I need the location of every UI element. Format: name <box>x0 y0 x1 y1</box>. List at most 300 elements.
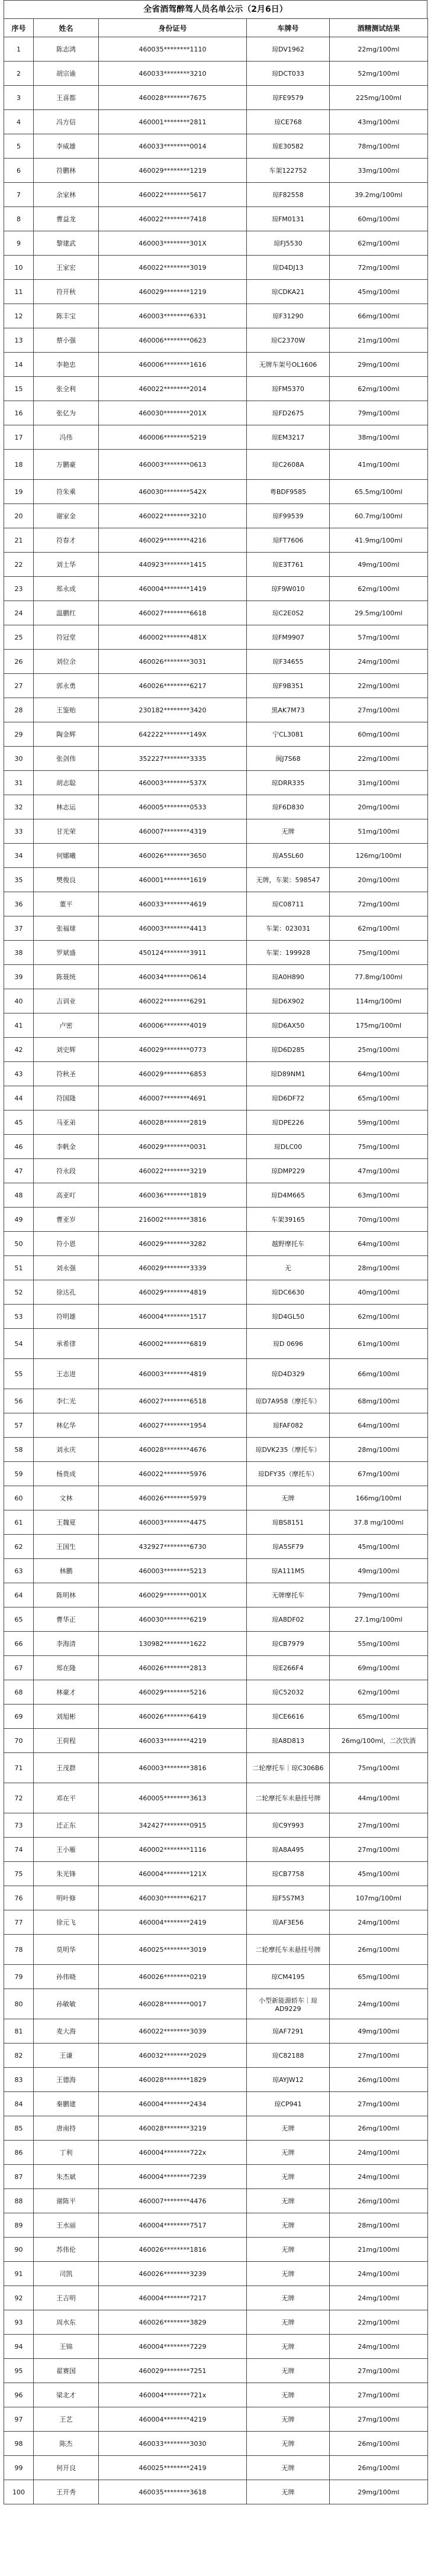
row-index: 15 <box>4 377 34 401</box>
row-name: 陈杰 <box>34 2432 99 2456</box>
row-index: 51 <box>4 1256 34 1280</box>
row-index: 73 <box>4 1813 34 1838</box>
row-alcohol-result: 79mg/100ml <box>330 401 428 425</box>
row-index: 71 <box>4 1753 34 1783</box>
row-id-number: 460026********3239 <box>99 2262 247 2286</box>
table-row <box>4 62 428 86</box>
row-plate: 琼A111M5 <box>247 1559 330 1583</box>
row-plate: 琼C2E0S2 <box>247 601 330 625</box>
row-plate: 琼FE9579 <box>247 86 330 110</box>
row-name: 黎建武 <box>34 231 99 256</box>
row-plate: 琼AYJW12 <box>247 2068 330 2092</box>
row-index: 19 <box>4 480 34 504</box>
row-index: 66 <box>4 1632 34 1656</box>
row-alcohol-result: 27.1mg/100ml <box>330 1607 428 1632</box>
table-row <box>4 2262 428 2286</box>
table-row <box>4 231 428 256</box>
row-alcohol-result: 24mg/100ml <box>330 2262 428 2286</box>
row-index: 29 <box>4 722 34 747</box>
row-alcohol-result: 25mg/100ml <box>330 1038 428 1062</box>
row-index: 35 <box>4 868 34 892</box>
row-index: 32 <box>4 795 34 819</box>
row-plate: 小型新能源轿车｜琼AD9229 <box>247 1989 330 2019</box>
row-alcohol-result: 22mg/100ml <box>330 747 428 771</box>
row-id-number: 460029********5216 <box>99 1680 247 1705</box>
row-name: 张全利 <box>34 377 99 401</box>
row-alcohol-result: 38mg/100ml <box>330 425 428 450</box>
row-id-number: 460026********2813 <box>99 1656 247 1680</box>
row-id-number: 460001********2811 <box>99 110 247 134</box>
row-name: 高亚叮 <box>34 1183 99 1208</box>
row-index: 16 <box>4 401 34 425</box>
row-index: 50 <box>4 1232 34 1256</box>
row-id-number: 460028********0017 <box>99 1989 247 2019</box>
row-name: 林志运 <box>34 795 99 819</box>
row-index: 77 <box>4 1910 34 1935</box>
row-plate: 琼E266F4 <box>247 1656 330 1680</box>
row-id-number: 460003********0613 <box>99 450 247 480</box>
row-alcohol-result: 64mg/100ml <box>330 1232 428 1256</box>
row-plate: 琼CM4195 <box>247 1965 330 1989</box>
row-name: 王魏夏 <box>34 1510 99 1535</box>
table-row <box>4 1038 428 1062</box>
row-id-number: 460003********4819 <box>99 1359 247 1389</box>
row-plate: 琼D7A958（摩托车） <box>247 1389 330 1413</box>
row-id-number: 460022********2014 <box>99 377 247 401</box>
row-plate: 琼CB7979 <box>247 1632 330 1656</box>
row-name: 曹亚岁 <box>34 1208 99 1232</box>
row-id-number: 460028********3219 <box>99 2116 247 2141</box>
table-row <box>4 916 428 941</box>
table-row <box>4 1413 428 1438</box>
table-row <box>4 1607 428 1632</box>
row-index: 3 <box>4 86 34 110</box>
table-row <box>4 941 428 965</box>
row-plate: 琼AF3E56 <box>247 1910 330 1935</box>
row-name: 王小雁 <box>34 1838 99 1862</box>
row-index: 100 <box>4 2480 34 2504</box>
row-id-number: 460005********0533 <box>99 795 247 819</box>
row-alcohol-result: 40mg/100ml <box>330 1280 428 1305</box>
row-index: 20 <box>4 504 34 528</box>
row-id-number: 460007********4691 <box>99 1086 247 1111</box>
row-id-number: 460032********2029 <box>99 2044 247 2068</box>
row-id-number: 432927********6730 <box>99 1535 247 1559</box>
row-id-number: 460029********1219 <box>99 280 247 304</box>
row-alcohol-result: 24mg/100ml <box>330 2141 428 2165</box>
row-index: 86 <box>4 2141 34 2165</box>
table-row <box>4 1062 428 1086</box>
row-plate: 琼FD2675 <box>247 401 330 425</box>
row-plate: 琼D6AX50 <box>247 1013 330 1038</box>
row-plate: 琼D89NM1 <box>247 1062 330 1086</box>
row-alcohol-result: 26mg/100ml <box>330 2068 428 2092</box>
row-index: 58 <box>4 1438 34 1462</box>
table-row <box>4 747 428 771</box>
table-row <box>4 2141 428 2165</box>
row-name: 莫明华 <box>34 1935 99 1965</box>
table-row <box>4 2165 428 2189</box>
row-name: 王荷程 <box>34 1729 99 1753</box>
row-alcohol-result: 62mg/100ml <box>330 577 428 601</box>
row-index: 98 <box>4 2432 34 2456</box>
row-name: 王艺 <box>34 2407 99 2432</box>
row-index: 36 <box>4 892 34 916</box>
row-alcohol-result: 31mg/100ml <box>330 771 428 795</box>
row-index: 94 <box>4 2335 34 2359</box>
row-alcohol-result: 75mg/100ml <box>330 1753 428 1783</box>
row-id-number: 460004********1517 <box>99 1305 247 1329</box>
row-plate: 车架：023031 <box>247 916 330 941</box>
row-index: 1 <box>4 37 34 62</box>
row-name: 郑在隆 <box>34 1656 99 1680</box>
row-name: 张福球 <box>34 916 99 941</box>
row-alcohol-result: 55mg/100ml <box>330 1632 428 1656</box>
row-index: 34 <box>4 844 34 868</box>
row-index: 2 <box>4 62 34 86</box>
row-plate: 无牌 <box>247 2165 330 2189</box>
row-id-number: 460025********3019 <box>99 1935 247 1965</box>
table-row <box>4 207 428 231</box>
row-index: 49 <box>4 1208 34 1232</box>
table-row <box>4 134 428 159</box>
row-index: 23 <box>4 577 34 601</box>
row-index: 63 <box>4 1559 34 1583</box>
row-alcohol-result: 45mg/100ml <box>330 1535 428 1559</box>
row-alcohol-result: 22mg/100ml <box>330 674 428 698</box>
row-plate: 琼A8A495 <box>247 1838 330 1862</box>
row-name: 符小恩 <box>34 1232 99 1256</box>
table-row <box>4 1510 428 1535</box>
table-row <box>4 1389 428 1413</box>
row-name: 周水东 <box>34 2310 99 2335</box>
row-name: 郑永成 <box>34 577 99 601</box>
table-row <box>4 2456 428 2480</box>
row-name: 刘士华 <box>34 553 99 577</box>
row-name: 何开良 <box>34 2456 99 2480</box>
row-id-number: 460004********721x <box>99 2383 247 2407</box>
row-name: 王茂群 <box>34 1753 99 1783</box>
row-name: 冯伟 <box>34 425 99 450</box>
row-plate: 琼F34655 <box>247 650 330 674</box>
row-plate: 琼C2370W <box>247 328 330 353</box>
row-plate: 无牌 <box>247 2189 330 2213</box>
row-alcohol-result: 62mg/100ml <box>330 231 428 256</box>
row-index: 22 <box>4 553 34 577</box>
table-row <box>4 1965 428 1989</box>
row-alcohol-result: 70mg/100ml <box>330 1208 428 1232</box>
row-index: 60 <box>4 1486 34 1510</box>
row-id-number: 642222********149X <box>99 722 247 747</box>
row-plate: 无牌摩托车 <box>247 1583 330 1607</box>
row-index: 68 <box>4 1680 34 1705</box>
table-row <box>4 795 428 819</box>
table-row <box>4 528 428 553</box>
table-row <box>4 480 428 504</box>
row-alcohol-result: 37.8 mg/100ml <box>330 1510 428 1535</box>
row-index: 87 <box>4 2165 34 2189</box>
row-alcohol-result: 79mg/100ml <box>330 1583 428 1607</box>
row-plate: 琼CE6616 <box>247 1705 330 1729</box>
table-row <box>4 1813 428 1838</box>
row-name: 蔡小强 <box>34 328 99 353</box>
row-index: 10 <box>4 256 34 280</box>
row-plate: 琼EM3217 <box>247 425 330 450</box>
row-id-number: 460029********7251 <box>99 2359 247 2383</box>
row-name: 林亿华 <box>34 1413 99 1438</box>
row-plate: 琼E30582 <box>247 134 330 159</box>
row-alcohol-result: 66mg/100ml <box>330 1359 428 1389</box>
row-plate: 琼D4M665 <box>247 1183 330 1208</box>
row-plate: 车架122752 <box>247 159 330 183</box>
row-alcohol-result: 63mg/100ml <box>330 1183 428 1208</box>
row-alcohol-result: 20mg/100ml <box>330 868 428 892</box>
row-plate: 琼FT7606 <box>247 528 330 553</box>
row-index: 95 <box>4 2359 34 2383</box>
table-row <box>4 425 428 450</box>
table-row <box>4 1111 428 1135</box>
row-index: 25 <box>4 625 34 650</box>
row-id-number: 460029********4216 <box>99 528 247 553</box>
row-id-number: 460036********1819 <box>99 1183 247 1208</box>
drunk-driving-table <box>4 18 428 2504</box>
row-plate: 琼A5SF79 <box>247 1535 330 1559</box>
row-plate: 琼DV1962 <box>247 37 330 62</box>
row-alcohol-result: 62mg/100ml <box>330 1680 428 1705</box>
row-id-number: 460022********7418 <box>99 207 247 231</box>
row-index: 9 <box>4 231 34 256</box>
row-id-number: 460033********3030 <box>99 2432 247 2456</box>
row-alcohol-result: 28mg/100ml <box>330 2213 428 2238</box>
row-index: 48 <box>4 1183 34 1208</box>
row-id-number: 460035********1110 <box>99 37 247 62</box>
row-alcohol-result: 64mg/100ml <box>330 1062 428 1086</box>
row-name: 符明雄 <box>34 1305 99 1329</box>
row-id-number: 460028********1829 <box>99 2068 247 2092</box>
row-plate: 琼F82558 <box>247 183 330 207</box>
row-index: 88 <box>4 2189 34 2213</box>
row-plate: 琼A0H890 <box>247 965 330 989</box>
row-alcohol-result: 52mg/100ml <box>330 62 428 86</box>
row-name: 余家林 <box>34 183 99 207</box>
row-plate: 琼F9B351 <box>247 674 330 698</box>
row-plate: 琼CP941 <box>247 2092 330 2116</box>
row-id-number: 230182********3420 <box>99 698 247 722</box>
row-plate: 无牌 <box>247 2141 330 2165</box>
row-name: 符朱乘 <box>34 480 99 504</box>
table-row <box>4 577 428 601</box>
row-alcohol-result: 45mg/100ml <box>330 1862 428 1886</box>
row-id-number: 460026********1816 <box>99 2238 247 2262</box>
table-row <box>4 989 428 1013</box>
row-id-number: 460035********3618 <box>99 2480 247 2504</box>
row-alcohol-result: 27mg/100ml <box>330 1838 428 1862</box>
row-id-number: 460003********5213 <box>99 1559 247 1583</box>
row-index: 80 <box>4 1989 34 2019</box>
row-alcohol-result: 45mg/100ml <box>330 280 428 304</box>
row-plate: 无牌 <box>247 2407 330 2432</box>
row-index: 56 <box>4 1389 34 1413</box>
row-alcohol-result: 29.5mg/100ml <box>330 601 428 625</box>
row-name: 万鹏豪 <box>34 450 99 480</box>
row-plate: 琼AF7291 <box>247 2019 330 2044</box>
page <box>4 0 427 2504</box>
row-plate: 琼F31290 <box>247 304 330 328</box>
row-id-number: 460003********3816 <box>99 1753 247 1783</box>
row-index: 47 <box>4 1159 34 1183</box>
row-id-number: 460004********7517 <box>99 2213 247 2238</box>
row-name: 曹益龙 <box>34 207 99 231</box>
row-id-number: 460033********4219 <box>99 1729 247 1753</box>
table-row <box>4 2213 428 2238</box>
row-alcohol-result: 72mg/100ml <box>330 892 428 916</box>
row-index: 27 <box>4 674 34 698</box>
row-plate: 琼DCT033 <box>247 62 330 86</box>
row-id-number: 460022********6291 <box>99 989 247 1013</box>
table-row <box>4 868 428 892</box>
row-alcohol-result: 49mg/100ml <box>330 1559 428 1583</box>
row-index: 37 <box>4 916 34 941</box>
row-plate: 琼F5S7M3 <box>247 1886 330 1910</box>
row-name: 胡志聪 <box>34 771 99 795</box>
row-index: 7 <box>4 183 34 207</box>
row-name: 王喜都 <box>34 86 99 110</box>
row-alcohol-result: 77.8mg/100ml <box>330 965 428 989</box>
row-index: 13 <box>4 328 34 353</box>
row-name: 王德海 <box>34 2068 99 2092</box>
row-name: 符开秋 <box>34 280 99 304</box>
row-plate: 琼DVK235（摩托车） <box>247 1438 330 1462</box>
row-name: 符春才 <box>34 528 99 553</box>
row-alcohol-result: 75mg/100ml <box>330 1135 428 1159</box>
row-plate: 无牌 <box>247 2359 330 2383</box>
row-alcohol-result: 62mg/100ml <box>330 377 428 401</box>
row-alcohol-result: 21mg/100ml <box>330 2238 428 2262</box>
row-id-number: 460022********3039 <box>99 2019 247 2044</box>
table-row <box>4 2335 428 2359</box>
row-id-number: 460004********2419 <box>99 1910 247 1935</box>
row-id-number: 450124********3911 <box>99 941 247 965</box>
row-plate: 宁CL3081 <box>247 722 330 747</box>
table-row <box>4 892 428 916</box>
table-row <box>4 819 428 844</box>
row-index: 72 <box>4 1783 34 1813</box>
row-index: 44 <box>4 1086 34 1111</box>
table-row <box>4 674 428 698</box>
table-row <box>4 2286 428 2310</box>
table-row <box>4 256 428 280</box>
row-alcohol-result: 27mg/100ml <box>330 2407 428 2432</box>
row-index: 6 <box>4 159 34 183</box>
row-plate: 琼FJ5530 <box>247 231 330 256</box>
row-name: 李仁光 <box>34 1389 99 1413</box>
table-row <box>4 183 428 207</box>
row-alcohol-result: 26mg/100ml <box>330 2116 428 2141</box>
row-alcohol-result: 26mg/100ml，二次饮酒 <box>330 1729 428 1753</box>
table-row <box>4 1135 428 1159</box>
row-name: 符永段 <box>34 1159 99 1183</box>
row-index: 64 <box>4 1583 34 1607</box>
row-plate: 无牌 <box>247 2238 330 2262</box>
row-name: 冯方信 <box>34 110 99 134</box>
row-alcohol-result: 27mg/100ml <box>330 2092 428 2116</box>
table-row <box>4 353 428 377</box>
row-index: 83 <box>4 2068 34 2092</box>
row-name: 丁利 <box>34 2141 99 2165</box>
row-plate: 二轮摩托车未悬挂号牌 <box>247 1935 330 1965</box>
row-plate: 无 <box>247 1256 330 1280</box>
row-id-number: 460026********3650 <box>99 844 247 868</box>
row-alcohol-result: 75mg/100ml <box>330 941 428 965</box>
row-plate: 琼E3T761 <box>247 553 330 577</box>
row-plate: 无牌 <box>247 2335 330 2359</box>
row-alcohol-result: 60.7mg/100ml <box>330 504 428 528</box>
table-row <box>4 1329 428 1359</box>
table-row <box>4 1705 428 1729</box>
row-index: 52 <box>4 1280 34 1305</box>
row-index: 69 <box>4 1705 34 1729</box>
row-id-number: 460027********1954 <box>99 1413 247 1438</box>
row-name: 李海清 <box>34 1632 99 1656</box>
row-id-number: 460027********6618 <box>99 601 247 625</box>
row-plate: 琼FM0131 <box>247 207 330 231</box>
row-id-number: 460026********6217 <box>99 674 247 698</box>
row-alcohol-result: 175mg/100ml <box>330 1013 428 1038</box>
row-plate: 二轮摩托车｜琼C306B6 <box>247 1753 330 1783</box>
row-id-number: 460004********7217 <box>99 2286 247 2310</box>
row-name: 马亚弟 <box>34 1111 99 1135</box>
table-row <box>4 1783 428 1813</box>
row-id-number: 460003********4413 <box>99 916 247 941</box>
table-row <box>4 1208 428 1232</box>
row-name: 苏伟伦 <box>34 2238 99 2262</box>
table-row <box>4 2116 428 2141</box>
row-index: 17 <box>4 425 34 450</box>
row-index: 91 <box>4 2262 34 2286</box>
row-alcohol-result: 49mg/100ml <box>330 553 428 577</box>
row-name: 唐南持 <box>34 2116 99 2141</box>
row-name: 朱杰斌 <box>34 2165 99 2189</box>
row-alcohol-result: 59mg/100ml <box>330 1111 428 1135</box>
row-plate: 琼FM5370 <box>247 377 330 401</box>
row-name: 徐元飞 <box>34 1910 99 1935</box>
row-alcohol-result: 24mg/100ml <box>330 1910 428 1935</box>
row-plate: 闽J7S68 <box>247 747 330 771</box>
row-plate: 车架：199928 <box>247 941 330 965</box>
row-plate: 琼DRR335 <box>247 771 330 795</box>
table-row <box>4 1462 428 1486</box>
row-plate: 琼D4D329 <box>247 1359 330 1389</box>
row-name: 王锦 <box>34 2335 99 2359</box>
row-plate: 无牌 <box>247 2262 330 2286</box>
row-name: 陈聂统 <box>34 965 99 989</box>
row-id-number: 460003********4475 <box>99 1510 247 1535</box>
row-plate: 琼DMP229 <box>247 1159 330 1183</box>
row-name: 王水丽 <box>34 2213 99 2238</box>
header-alcohol-result: 酒精测试结果 <box>330 19 428 37</box>
row-id-number: 352227********3335 <box>99 747 247 771</box>
row-plate: 琼D6X902 <box>247 989 330 1013</box>
row-plate: 琼CB7758 <box>247 1862 330 1886</box>
row-id-number: 460004********722x <box>99 2141 247 2165</box>
row-index: 81 <box>4 2019 34 2044</box>
row-plate: 琼BS8151 <box>247 1510 330 1535</box>
table-row <box>4 1438 428 1462</box>
table-row <box>4 1159 428 1183</box>
row-name: 陈明林 <box>34 1583 99 1607</box>
table-row <box>4 2019 428 2044</box>
table-row <box>4 2238 428 2262</box>
